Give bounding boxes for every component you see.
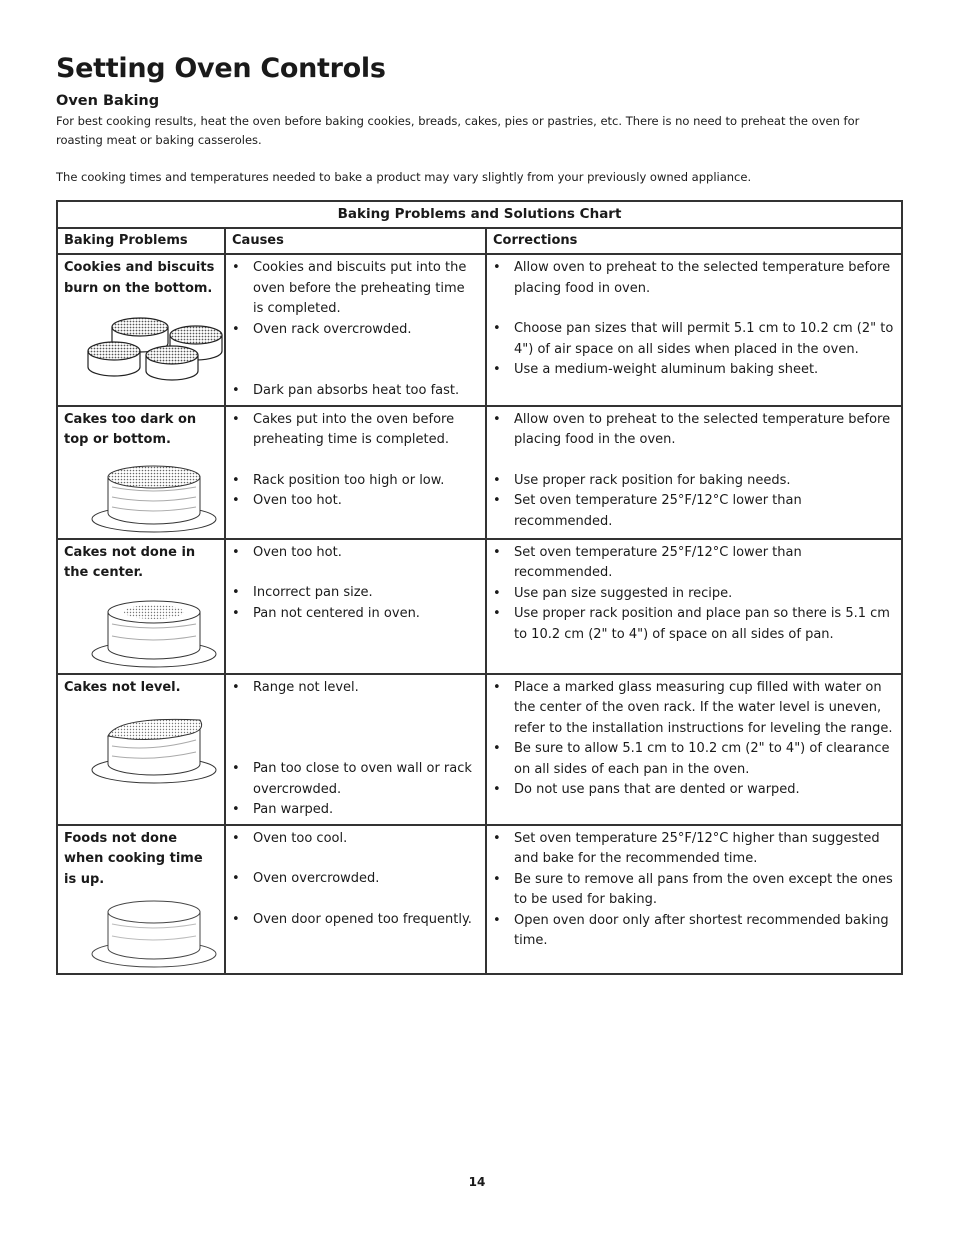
problem-name: Cakes not done in the center. (64, 544, 196, 580)
correction-item: • Use pan size suggested in recipe. (493, 584, 895, 605)
cause-item: • Pan too close to oven wall or rack overcrowded. (232, 759, 479, 800)
corrections-cell (486, 406, 902, 539)
cause-item: • Oven too hot. (232, 543, 479, 564)
correction-item: • Use proper rack position and place pan so there is 5.1 cm to 10.2 cm (2" to 4") of space on all sides of pan. (493, 604, 895, 645)
correction-item: • Use a medium-weight aluminum baking sheet. (493, 360, 895, 381)
corrections-cell (486, 825, 902, 975)
cause-item: • Pan not centered in oven. (232, 604, 479, 625)
problem-cell (57, 406, 225, 539)
causes-cell (225, 825, 486, 975)
pale-cake-icon (84, 898, 224, 970)
cause-item: • Pan warped. (232, 800, 479, 821)
corrections-cell (486, 539, 902, 674)
causes-cell (225, 254, 486, 406)
problem-name: Cakes not level. (64, 679, 181, 695)
problem-name: Cookies and biscuits burn on the bottom. (64, 260, 215, 296)
corrections-cell (486, 674, 902, 825)
page-title: Setting Oven Controls (56, 53, 386, 84)
correction-item: • Use proper rack position for baking needs. (493, 471, 895, 492)
problem-cell (57, 539, 225, 674)
cause-item: • Incorrect pan size. (232, 583, 479, 604)
correction-item: • Allow oven to preheat to the selected temperature before placing food in oven. (493, 258, 895, 299)
intro-paragraph: For best cooking results, heat the oven before baking cookies, breads, cakes, pies or pastries, etc. There is no need to preheat the oven for roasting meat or baking casseroles. (56, 114, 860, 147)
chart-title: Baking Problems and Solutions Chart (57, 201, 902, 228)
column-header-corrections: Corrections (486, 228, 902, 255)
causes-cell (225, 539, 486, 674)
section-title: Oven Baking (56, 93, 160, 109)
uneven-cake-icon (84, 710, 224, 786)
cause-item: • Rack position too high or low. (232, 471, 479, 492)
cause-item: • Oven too cool. (232, 829, 479, 850)
correction-item: • Set oven temperature 25°F/12°C lower than recommended. (493, 491, 895, 532)
cause-item: • Oven overcrowded. (232, 869, 479, 890)
problem-name: Foods not done when cooking time is up. (64, 830, 203, 887)
correction-item: • Place a marked glass measuring cup filled with water on the center of the oven rack. If the water level is uneven, refer to the installation instructions for leveling the range. (493, 678, 895, 740)
cause-item: • Cookies and biscuits put into the oven before the preheating time is completed. (232, 258, 479, 320)
column-header-problems: Baking Problems (57, 228, 225, 255)
cookie-cakes-icon (84, 311, 224, 385)
underdone-cake-icon (84, 596, 224, 670)
problem-cell (57, 254, 225, 406)
correction-item: • Allow oven to preheat to the selected temperature before placing food in the oven. (493, 410, 895, 451)
causes-cell (225, 674, 486, 825)
table-row (57, 539, 902, 674)
correction-item: • Set oven temperature 25°F/12°C lower than recommended. (493, 543, 895, 584)
correction-item: • Open oven door only after shortest recommended baking time. (493, 911, 895, 952)
correction-item: • Choose pan sizes that will permit 5.1 cm to 10.2 cm (2" to 4") of air space on all sides when placed in the oven. (493, 319, 895, 360)
corrections-cell (486, 254, 902, 406)
table-row (57, 406, 902, 539)
cause-item: • Dark pan absorbs heat too fast. (232, 381, 479, 402)
intro-note: The cooking times and temperatures needed to bake a product may vary slightly from your previously owned appliance. (56, 170, 752, 184)
cause-item: • Oven rack overcrowded. (232, 320, 479, 341)
causes-cell (225, 406, 486, 539)
correction-item: • Do not use pans that are dented or warped. (493, 780, 895, 801)
cause-item: • Oven too hot. (232, 491, 479, 512)
baking-problems-chart (56, 200, 903, 975)
cause-item: • Range not level. (232, 678, 479, 699)
correction-item: • Be sure to allow 5.1 cm to 10.2 cm (2" to 4") of clearance on all sides of each pan in the oven. (493, 739, 895, 780)
table-row (57, 254, 902, 406)
cause-item: • Oven door opened too frequently. (232, 910, 479, 939)
cause-item: • Cakes put into the oven before preheating time is completed. (232, 410, 479, 451)
column-header-causes: Causes (225, 228, 486, 255)
problem-cell (57, 825, 225, 975)
problem-name: Cakes too dark on top or bottom. (64, 411, 197, 447)
table-row (57, 825, 902, 975)
dark-cake-icon (84, 463, 224, 535)
correction-item: • Be sure to remove all pans from the oven except the ones to be used for baking. (493, 870, 895, 911)
table-row (57, 674, 902, 825)
problem-cell (57, 674, 225, 825)
page-number: 14 (468, 1175, 486, 1189)
correction-item: • Set oven temperature 25°F/12°C higher than suggested and bake for the recommended time. (493, 829, 895, 870)
